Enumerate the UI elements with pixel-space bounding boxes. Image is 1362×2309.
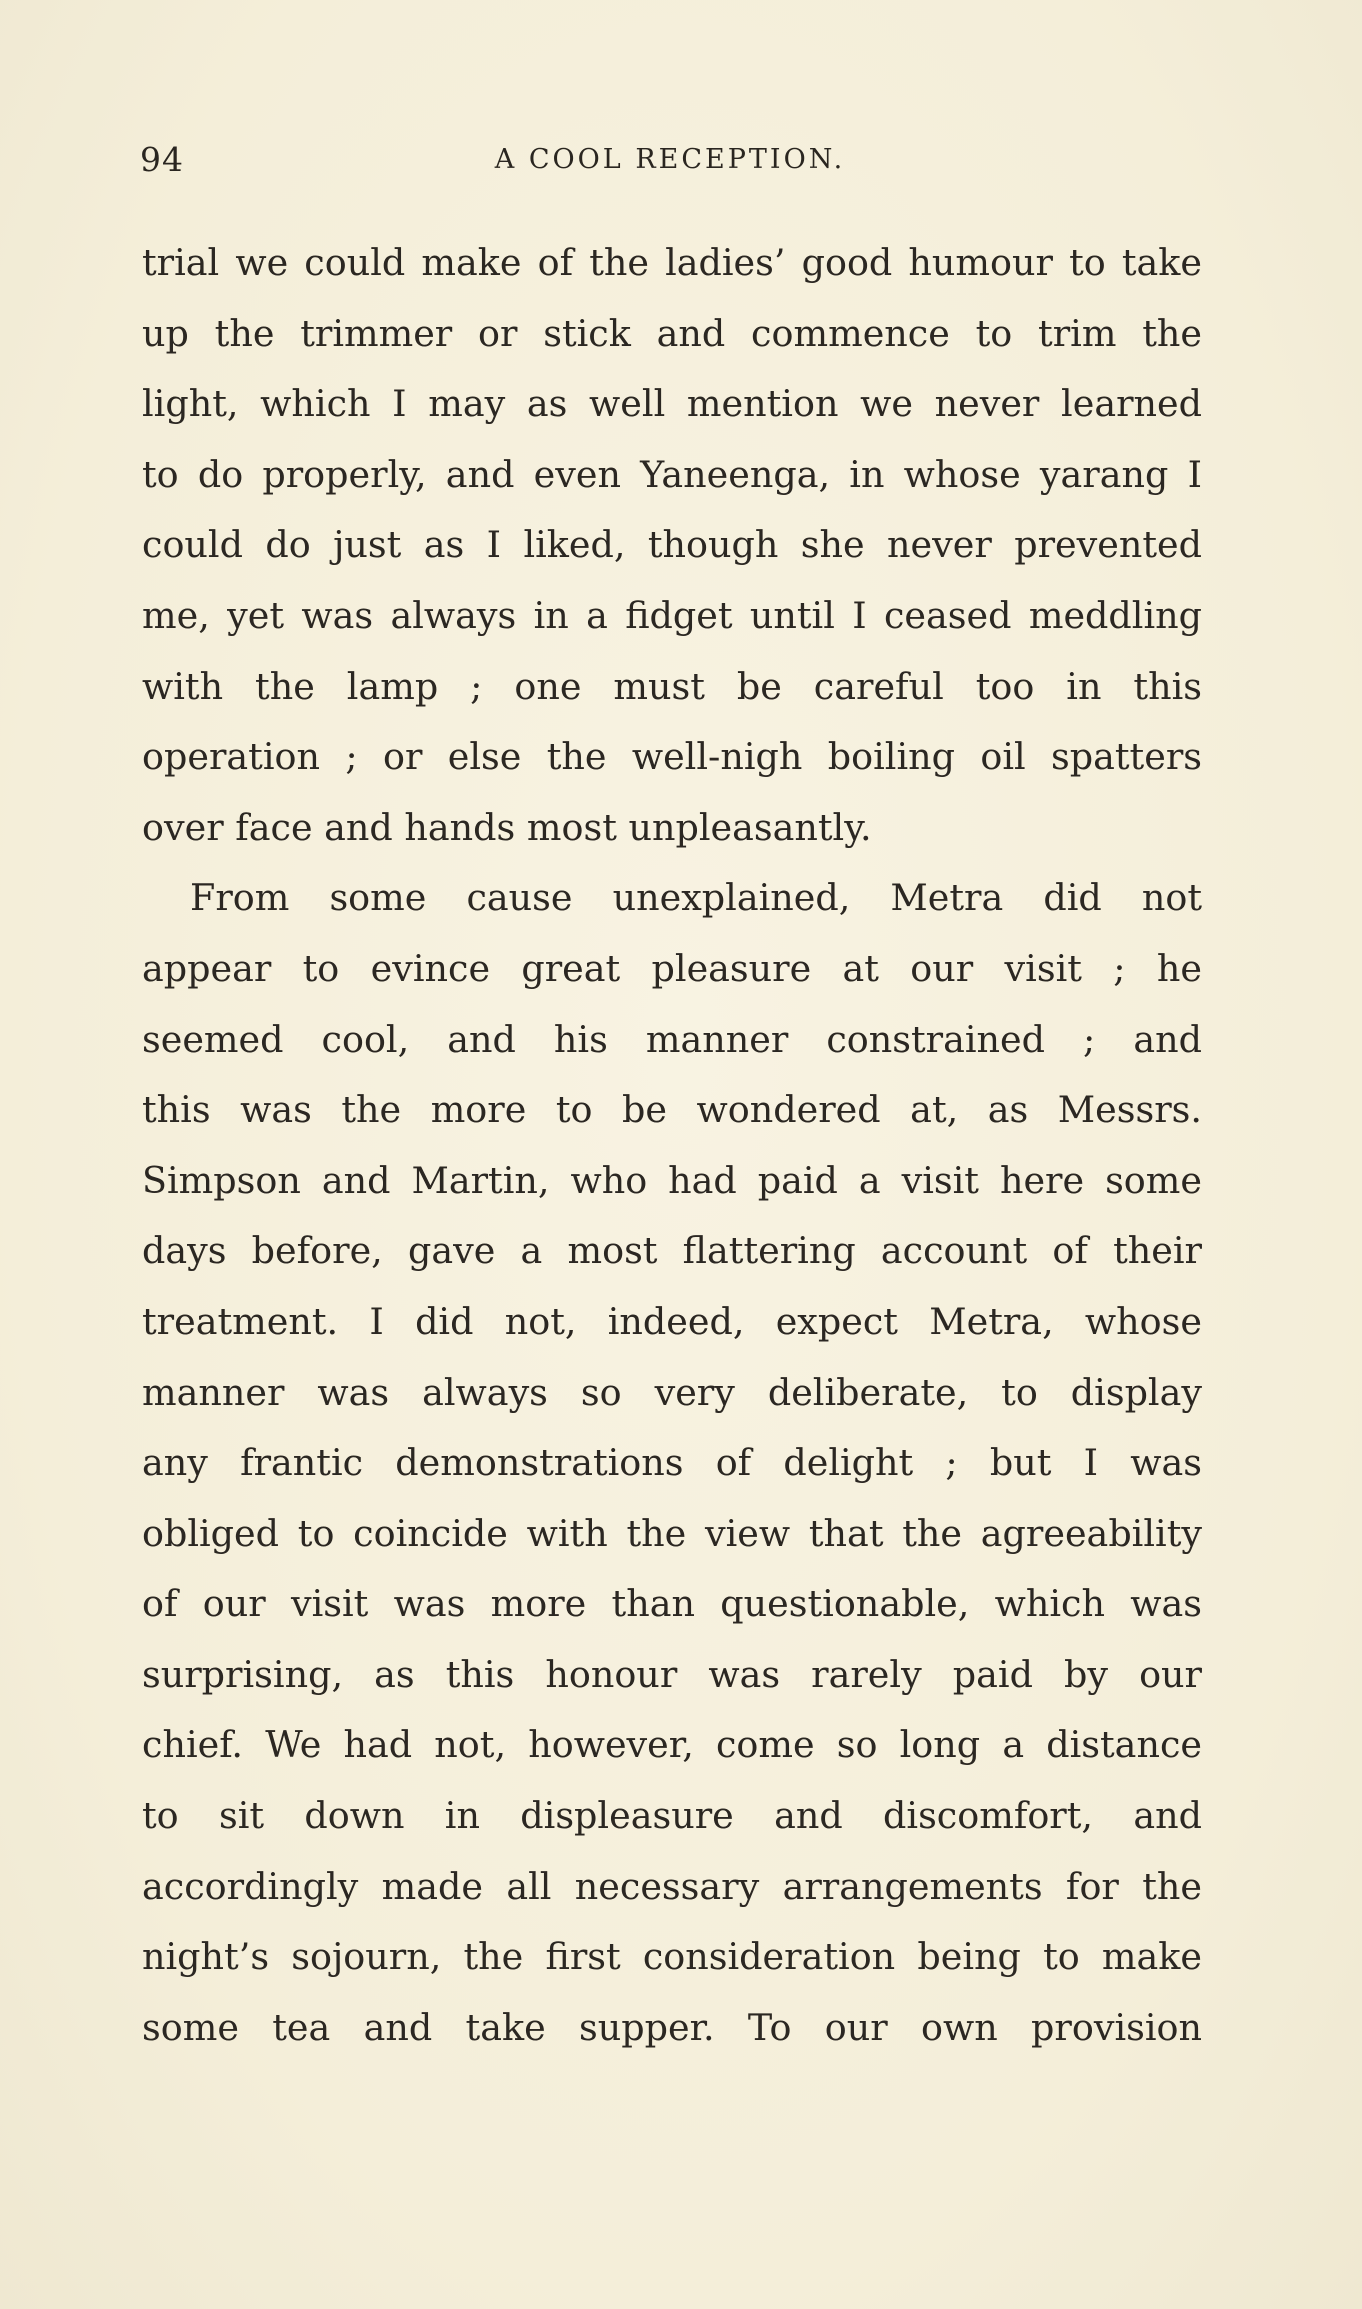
text-line: surprising, as this honour was rarely paid by our xyxy=(142,1652,1202,1696)
text-line: night’s sojourn, the first consideration being to make xyxy=(142,1935,1202,1979)
text-line: this was the more to be wondered at, as Messrs. xyxy=(142,1088,1202,1132)
text-line: of our visit was more than questionable, which was xyxy=(142,1582,1202,1626)
text-line: over face and hands most unpleasantly. xyxy=(142,805,872,849)
text-line: to sit down in displeasure and discomfort, and xyxy=(142,1794,1202,1838)
text-line: could do just as I liked, though she never prevented xyxy=(142,523,1202,567)
text-line: Simpson and Martin, who had paid a visit here some xyxy=(142,1158,1202,1202)
text-line: obliged to coincide with the view that the agreeability xyxy=(142,1511,1202,1555)
text-line: light, which I may as well mention we never learned xyxy=(142,382,1202,426)
text-line: seemed cool, and his manner constrained ; and xyxy=(142,1017,1202,1061)
text-line: From some cause unexplained, Metra did not xyxy=(190,876,1202,920)
text-line: days before, gave a most flattering account of their xyxy=(142,1229,1202,1273)
text-line: treatment. I did not, indeed, expect Metra, whose xyxy=(142,1299,1202,1343)
text-line: manner was always so very deliberate, to display xyxy=(142,1370,1202,1414)
text-line: chief. We had not, however, come so long a distance xyxy=(142,1723,1202,1767)
text-line: any frantic demonstrations of delight ; but I was xyxy=(142,1441,1202,1485)
body-text xyxy=(142,228,1202,2063)
text-line: to do properly, and even Yaneenga, in whose yarang I xyxy=(142,452,1202,496)
text-line: with the lamp ; one must be careful too in this xyxy=(142,664,1202,708)
text-line: some tea and take supper. To our own provision xyxy=(142,2005,1202,2049)
text-line: trial we could make of the ladies’ good humour to take xyxy=(142,241,1202,284)
page-header xyxy=(140,140,1200,186)
text-line: appear to evince great pleasure at our visit ; he xyxy=(142,946,1202,990)
page-number: 94 xyxy=(140,140,184,179)
text-line: up the trimmer or stick and commence to trim the xyxy=(142,311,1202,355)
text-line: accordingly made all necessary arrangements for the xyxy=(142,1864,1202,1908)
running-head: A COOL RECEPTION. xyxy=(494,144,846,175)
text-line: me, yet was always in a fidget until I ceased meddling xyxy=(142,593,1202,637)
text-line: operation ; or else the well-nigh boiling oil spatters xyxy=(142,735,1202,779)
